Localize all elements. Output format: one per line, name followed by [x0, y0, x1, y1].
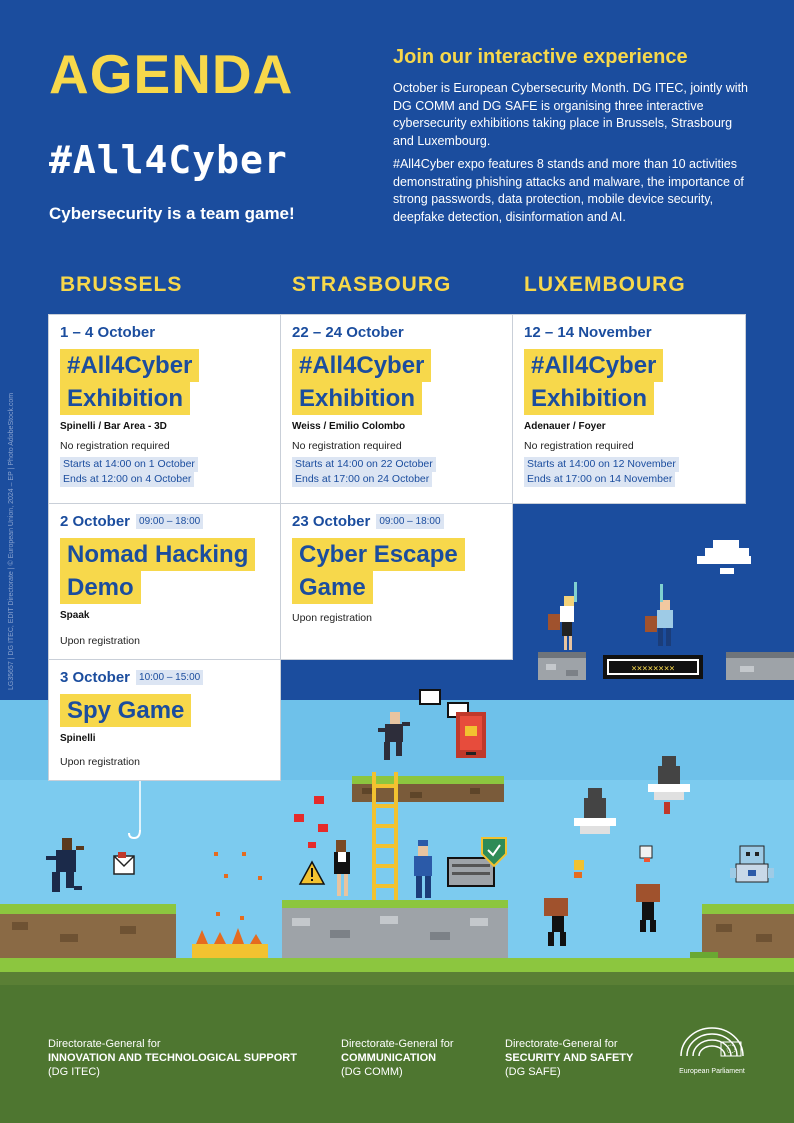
event-end-time: Ends at 17:00 on 24 October: [292, 472, 432, 487]
event-card-luxembourg-exhibition[interactable]: [512, 314, 746, 504]
event-registration: Upon registration: [60, 756, 140, 768]
footer-dg-itec-line1: Directorate-General for: [48, 1038, 161, 1050]
woman-figure: [334, 840, 350, 896]
warning-icon: [300, 862, 324, 884]
event-date: 23 October: [292, 513, 371, 530]
event-registration: No registration required: [524, 440, 634, 452]
event-title-line-1: #All4Cyber: [524, 349, 663, 382]
event-title: [60, 694, 269, 727]
event-date: 22 – 24 October: [292, 324, 404, 341]
intro-paragraph-2: #All4Cyber expo features 8 stands and more than 10 activities demonstrating phishing attacks and malware, the importance of strong passwords, data protection, mobile device security, deepfake detection, disinformation and AI.: [393, 157, 744, 224]
parliament-hemicycle-icon: [677, 1022, 747, 1062]
tagline: Cybersecurity is a team game!: [49, 204, 295, 223]
event-date: 1 – 4 October: [60, 324, 156, 341]
event-registration: No registration required: [60, 440, 170, 452]
event-times: [60, 457, 269, 487]
footer-dg-safe: [505, 1037, 633, 1079]
event-end-time: Ends at 12:00 on 4 October: [60, 472, 194, 487]
event-date-row: [292, 513, 501, 530]
european-parliament-label: European Parliament: [679, 1068, 745, 1075]
password-field-platform: [603, 655, 703, 679]
event-date: 12 – 14 November: [524, 324, 652, 341]
event-card-spy-game[interactable]: [48, 659, 281, 781]
footer-dg-safe-abbr: (DG SAFE): [505, 1066, 561, 1078]
event-time-badge: 10:00 – 15:00: [136, 670, 203, 685]
footer-dg-comm-line1: Directorate-General for: [341, 1038, 454, 1050]
event-date: 2 October: [60, 513, 131, 530]
city-heading-brussels: BRUSSELS: [60, 273, 183, 296]
event-title-line-2: Exhibition: [292, 382, 422, 415]
event-title-line-1: Cyber Escape: [292, 538, 465, 571]
knight-man-figure: [645, 584, 673, 646]
sparks: [214, 852, 262, 920]
event-card-cyber-escape[interactable]: [280, 503, 513, 660]
knight-woman-figure: [548, 582, 577, 650]
event-start-time: Starts at 14:00 on 1 October: [60, 457, 198, 472]
event-title-line-1: #All4Cyber: [292, 349, 431, 382]
event-title-line-2: Exhibition: [524, 382, 654, 415]
spy-figure: [574, 788, 616, 834]
campaign-hashtag: #All4Cyber: [49, 138, 288, 182]
event-title: [292, 538, 501, 604]
footer-dg-itec-abbr: (DG ITEC): [48, 1066, 100, 1078]
runner-figure-1: [544, 898, 568, 946]
event-title: [292, 349, 501, 415]
event-title-line-1: Nomad Hacking: [60, 538, 255, 571]
event-title-line-1: #All4Cyber: [60, 349, 199, 382]
event-location: Spinelli / Bar Area - 3D: [60, 421, 167, 432]
footer-dg-itec-name: INNOVATION AND TECHNOLOGICAL SUPPORT: [48, 1052, 297, 1064]
cloud-icon: [697, 540, 751, 574]
event-title-line-2: Demo: [60, 571, 141, 604]
event-title-line-1: Spy Game: [60, 694, 191, 727]
heart-icon: [294, 796, 328, 848]
event-card-nomad-hacking[interactable]: [48, 503, 281, 660]
event-location: Weiss / Emilio Colombo: [292, 421, 406, 432]
guard-figure: [414, 840, 432, 898]
event-registration: No registration required: [292, 440, 402, 452]
fire-pit: [192, 928, 268, 958]
city-heading-luxembourg: LUXEMBOURG: [524, 273, 686, 296]
grass-strip: [0, 958, 794, 972]
event-end-time: Ends at 17:00 on 14 November: [524, 472, 675, 487]
phone-icon: [456, 712, 486, 758]
event-title: [524, 349, 734, 415]
stone-platform-right: [726, 652, 794, 680]
event-location: Adenauer / Foyer: [524, 421, 606, 432]
running-man-figure: [46, 838, 84, 892]
footer-dg-comm-name: COMMUNICATION: [341, 1052, 437, 1064]
ground-middle: [282, 900, 508, 958]
event-registration: Upon registration: [60, 635, 140, 647]
european-parliament-logo: [672, 1022, 752, 1075]
event-time-badge: 09:00 – 18:00: [376, 514, 443, 529]
password-mask: ××××××××: [631, 664, 675, 674]
event-start-time: Starts at 14:00 on 22 October: [292, 457, 436, 472]
footer-dg-safe-line1: Directorate-General for: [505, 1038, 618, 1050]
ground-right: [702, 904, 794, 958]
event-location: Spinelli: [60, 733, 96, 744]
event-start-time: Starts at 14:00 on 12 November: [524, 457, 679, 472]
event-registration: Upon registration: [292, 612, 372, 624]
event-location: Spaak: [60, 610, 90, 621]
event-title: [60, 538, 269, 604]
event-times: [292, 457, 501, 487]
robot-figure: [730, 846, 774, 882]
event-card-brussels-exhibition[interactable]: [48, 314, 281, 504]
event-title: [60, 349, 269, 415]
bug-icon: [574, 846, 652, 878]
ground-left: [0, 904, 176, 958]
city-heading-strasbourg: STRASBOURG: [292, 273, 452, 296]
event-card-strasbourg-exhibition[interactable]: [280, 314, 513, 504]
event-date-row: [60, 513, 269, 530]
hacker-figure: [378, 712, 410, 760]
footer-dg-comm-abbr: (DG COMM): [341, 1066, 403, 1078]
footer-dg-safe-name: SECURITY AND SAFETY: [505, 1052, 634, 1064]
side-credit: LG35657 | DG ITEC, EDIT Directorate | © European Union, 2024 – EP | Photo AdobeStock.com: [8, 392, 15, 690]
page-title: AGENDA: [49, 43, 294, 105]
intro-heading: Join our interactive experience: [393, 46, 688, 68]
intro-paragraph-1: October is European Cybersecurity Month. DG ITEC, jointly with DG COMM and DG SAFE is organising three interactive cybersecurity exhibitions taking place in Brussels, Strasbourg and Luxembourg.: [393, 81, 748, 148]
email-icon: [114, 852, 134, 874]
phishing-hook-icon: [129, 780, 140, 838]
event-title-line-2: Exhibition: [60, 382, 190, 415]
stone-platform-left: [538, 652, 586, 680]
spy-figure-2: [648, 756, 690, 814]
runner-figure-2: [636, 884, 660, 932]
footer-dg-comm: [341, 1037, 454, 1079]
footer-dg-itec: [48, 1037, 297, 1079]
event-times: [524, 457, 734, 487]
event-date-row: [60, 669, 269, 686]
event-time-badge: 09:00 – 18:00: [136, 514, 203, 529]
server-shield-icon: [448, 838, 506, 886]
event-date: 3 October: [60, 669, 131, 686]
event-title-line-2: Game: [292, 571, 373, 604]
